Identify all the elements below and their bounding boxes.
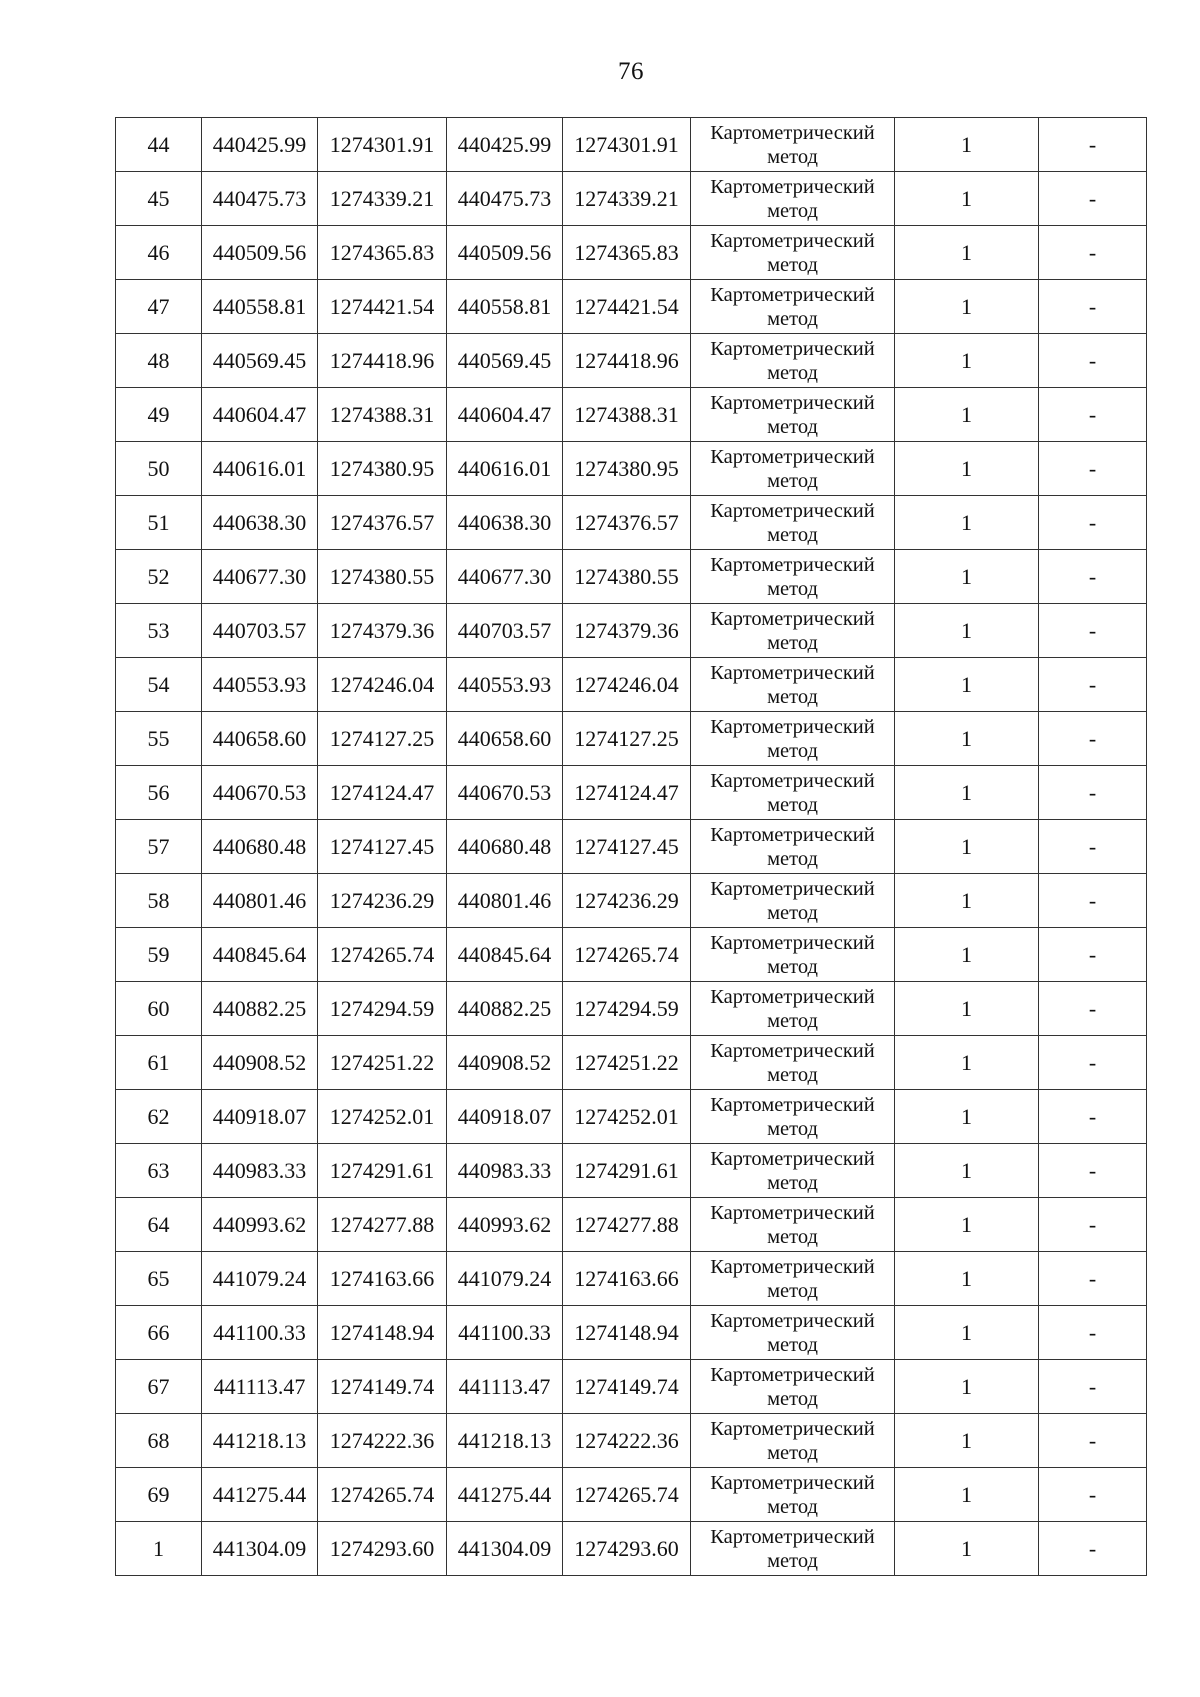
method-line-2: метод — [767, 847, 818, 870]
method-line-2: метод — [767, 685, 818, 708]
accuracy-cell: 1 — [895, 1522, 1039, 1576]
x-specified-cell: 440993.62 — [447, 1198, 563, 1252]
table-row — [116, 712, 1147, 766]
y-specified-cell: 1274252.01 — [563, 1090, 691, 1144]
accuracy-cell: 1 — [895, 1144, 1039, 1198]
accuracy-cell: 1 — [895, 1090, 1039, 1144]
point-number-cell: 52 — [116, 550, 202, 604]
y-specified-cell: 1274379.36 — [563, 604, 691, 658]
description-cell: - — [1039, 1144, 1147, 1198]
method-cell — [691, 604, 895, 658]
method-cell — [691, 874, 895, 928]
accuracy-cell: 1 — [895, 1306, 1039, 1360]
method-line-1: Картометрический — [710, 607, 875, 630]
accuracy-cell: 1 — [895, 1360, 1039, 1414]
y-specified-cell: 1274127.45 — [563, 820, 691, 874]
method-cell — [691, 712, 895, 766]
method-cell — [691, 766, 895, 820]
point-number-cell: 68 — [116, 1414, 202, 1468]
y-specified-cell: 1274418.96 — [563, 334, 691, 388]
table-row — [116, 442, 1147, 496]
y-specified-cell: 1274376.57 — [563, 496, 691, 550]
method-line-1: Картометрический — [710, 985, 875, 1008]
x-existing-cell: 440604.47 — [202, 388, 318, 442]
point-number-cell: 64 — [116, 1198, 202, 1252]
y-specified-cell: 1274236.29 — [563, 874, 691, 928]
method-cell — [691, 496, 895, 550]
x-existing-cell: 441304.09 — [202, 1522, 318, 1576]
method-cell — [691, 982, 895, 1036]
x-specified-cell: 440569.45 — [447, 334, 563, 388]
x-specified-cell: 441079.24 — [447, 1252, 563, 1306]
y-specified-cell: 1274291.61 — [563, 1144, 691, 1198]
method-cell — [691, 1468, 895, 1522]
method-line-1: Картометрический — [710, 121, 875, 144]
table-row — [116, 388, 1147, 442]
method-line-1: Картометрический — [710, 1255, 875, 1278]
y-existing-cell: 1274222.36 — [318, 1414, 447, 1468]
method-cell — [691, 1090, 895, 1144]
table-row — [116, 1144, 1147, 1198]
x-specified-cell: 440616.01 — [447, 442, 563, 496]
method-cell — [691, 1198, 895, 1252]
method-line-2: метод — [767, 955, 818, 978]
y-specified-cell: 1274365.83 — [563, 226, 691, 280]
method-line-2: метод — [767, 631, 818, 654]
accuracy-cell: 1 — [895, 658, 1039, 712]
table-row — [116, 172, 1147, 226]
y-specified-cell: 1274127.25 — [563, 712, 691, 766]
x-existing-cell: 440983.33 — [202, 1144, 318, 1198]
method-line-1: Картометрический — [710, 661, 875, 684]
accuracy-cell: 1 — [895, 496, 1039, 550]
method-line-1: Картометрический — [710, 1093, 875, 1116]
method-line-2: метод — [767, 1279, 818, 1302]
method-line-1: Картометрический — [710, 1471, 875, 1494]
point-number-cell: 62 — [116, 1090, 202, 1144]
y-specified-cell: 1274421.54 — [563, 280, 691, 334]
description-cell: - — [1039, 280, 1147, 334]
point-number-cell: 50 — [116, 442, 202, 496]
y-existing-cell: 1274293.60 — [318, 1522, 447, 1576]
y-existing-cell: 1274418.96 — [318, 334, 447, 388]
method-line-2: метод — [767, 199, 818, 222]
description-cell: - — [1039, 1414, 1147, 1468]
x-specified-cell: 440983.33 — [447, 1144, 563, 1198]
accuracy-cell: 1 — [895, 1036, 1039, 1090]
method-line-1: Картометрический — [710, 769, 875, 792]
y-specified-cell: 1274277.88 — [563, 1198, 691, 1252]
x-existing-cell: 440677.30 — [202, 550, 318, 604]
x-specified-cell: 440918.07 — [447, 1090, 563, 1144]
accuracy-cell: 1 — [895, 1252, 1039, 1306]
y-existing-cell: 1274301.91 — [318, 118, 447, 172]
x-existing-cell: 440882.25 — [202, 982, 318, 1036]
point-number-cell: 59 — [116, 928, 202, 982]
method-line-1: Картометрический — [710, 1525, 875, 1548]
x-existing-cell: 440638.30 — [202, 496, 318, 550]
y-existing-cell: 1274149.74 — [318, 1360, 447, 1414]
y-existing-cell: 1274379.36 — [318, 604, 447, 658]
x-specified-cell: 440845.64 — [447, 928, 563, 982]
x-specified-cell: 441100.33 — [447, 1306, 563, 1360]
description-cell: - — [1039, 1468, 1147, 1522]
description-cell: - — [1039, 1036, 1147, 1090]
description-cell: - — [1039, 172, 1147, 226]
x-specified-cell: 440670.53 — [447, 766, 563, 820]
method-cell — [691, 1414, 895, 1468]
accuracy-cell: 1 — [895, 118, 1039, 172]
point-number-cell: 61 — [116, 1036, 202, 1090]
point-number-cell: 66 — [116, 1306, 202, 1360]
description-cell: - — [1039, 496, 1147, 550]
x-specified-cell: 440425.99 — [447, 118, 563, 172]
x-existing-cell: 441218.13 — [202, 1414, 318, 1468]
x-specified-cell: 440475.73 — [447, 172, 563, 226]
accuracy-cell: 1 — [895, 982, 1039, 1036]
y-existing-cell: 1274127.25 — [318, 712, 447, 766]
x-existing-cell: 440845.64 — [202, 928, 318, 982]
point-number-cell: 65 — [116, 1252, 202, 1306]
accuracy-cell: 1 — [895, 1468, 1039, 1522]
method-line-2: метод — [767, 145, 818, 168]
point-number-cell: 63 — [116, 1144, 202, 1198]
y-existing-cell: 1274124.47 — [318, 766, 447, 820]
table-row — [116, 280, 1147, 334]
method-cell — [691, 118, 895, 172]
y-existing-cell: 1274163.66 — [318, 1252, 447, 1306]
y-existing-cell: 1274365.83 — [318, 226, 447, 280]
accuracy-cell: 1 — [895, 712, 1039, 766]
method-cell — [691, 550, 895, 604]
method-line-1: Картометрический — [710, 823, 875, 846]
x-existing-cell: 440558.81 — [202, 280, 318, 334]
x-specified-cell: 440638.30 — [447, 496, 563, 550]
method-cell — [691, 172, 895, 226]
y-specified-cell: 1274251.22 — [563, 1036, 691, 1090]
x-specified-cell: 440558.81 — [447, 280, 563, 334]
description-cell: - — [1039, 550, 1147, 604]
method-cell — [691, 1252, 895, 1306]
method-cell — [691, 1360, 895, 1414]
x-existing-cell: 441275.44 — [202, 1468, 318, 1522]
accuracy-cell: 1 — [895, 226, 1039, 280]
description-cell: - — [1039, 982, 1147, 1036]
point-number-cell: 58 — [116, 874, 202, 928]
method-line-2: метод — [767, 901, 818, 924]
table-row — [116, 982, 1147, 1036]
x-specified-cell: 441304.09 — [447, 1522, 563, 1576]
y-existing-cell: 1274246.04 — [318, 658, 447, 712]
method-line-2: метод — [767, 793, 818, 816]
x-existing-cell: 440569.45 — [202, 334, 318, 388]
page-number: 76 — [618, 58, 644, 85]
method-line-2: метод — [767, 1495, 818, 1518]
x-specified-cell: 440553.93 — [447, 658, 563, 712]
method-line-1: Картометрический — [710, 175, 875, 198]
description-cell: - — [1039, 874, 1147, 928]
method-line-1: Картометрический — [710, 1417, 875, 1440]
x-specified-cell: 440658.60 — [447, 712, 563, 766]
x-specified-cell: 440509.56 — [447, 226, 563, 280]
y-existing-cell: 1274277.88 — [318, 1198, 447, 1252]
method-cell — [691, 1306, 895, 1360]
x-existing-cell: 440553.93 — [202, 658, 318, 712]
table-row — [116, 1522, 1147, 1576]
y-existing-cell: 1274376.57 — [318, 496, 447, 550]
point-number-cell: 60 — [116, 982, 202, 1036]
y-specified-cell: 1274246.04 — [563, 658, 691, 712]
y-specified-cell: 1274301.91 — [563, 118, 691, 172]
y-specified-cell: 1274148.94 — [563, 1306, 691, 1360]
description-cell: - — [1039, 1198, 1147, 1252]
method-line-1: Картометрический — [710, 229, 875, 252]
x-existing-cell: 440670.53 — [202, 766, 318, 820]
x-specified-cell: 440703.57 — [447, 604, 563, 658]
method-line-2: метод — [767, 739, 818, 762]
y-existing-cell: 1274380.55 — [318, 550, 447, 604]
point-number-cell: 49 — [116, 388, 202, 442]
accuracy-cell: 1 — [895, 820, 1039, 874]
y-existing-cell: 1274339.21 — [318, 172, 447, 226]
method-cell — [691, 442, 895, 496]
point-number-cell: 67 — [116, 1360, 202, 1414]
description-cell: - — [1039, 1360, 1147, 1414]
point-number-cell: 53 — [116, 604, 202, 658]
point-number-cell: 48 — [116, 334, 202, 388]
table-row — [116, 820, 1147, 874]
method-line-2: метод — [767, 1171, 818, 1194]
method-line-2: метод — [767, 1333, 818, 1356]
x-specified-cell: 441275.44 — [447, 1468, 563, 1522]
x-specified-cell: 440677.30 — [447, 550, 563, 604]
x-existing-cell: 440680.48 — [202, 820, 318, 874]
x-specified-cell: 441113.47 — [447, 1360, 563, 1414]
y-specified-cell: 1274388.31 — [563, 388, 691, 442]
method-line-1: Картометрический — [710, 931, 875, 954]
y-specified-cell: 1274265.74 — [563, 1468, 691, 1522]
description-cell: - — [1039, 1522, 1147, 1576]
method-line-1: Картометрический — [710, 1363, 875, 1386]
table-row — [116, 334, 1147, 388]
method-line-2: метод — [767, 1549, 818, 1572]
table-row — [116, 1090, 1147, 1144]
y-existing-cell: 1274380.95 — [318, 442, 447, 496]
y-specified-cell: 1274265.74 — [563, 928, 691, 982]
method-line-1: Картометрический — [710, 877, 875, 900]
method-line-2: метод — [767, 415, 818, 438]
method-cell — [691, 658, 895, 712]
method-line-1: Картометрический — [710, 337, 875, 360]
method-cell — [691, 1144, 895, 1198]
table-row — [116, 658, 1147, 712]
table-row — [116, 118, 1147, 172]
method-cell — [691, 1036, 895, 1090]
method-line-2: метод — [767, 1063, 818, 1086]
table-row — [116, 226, 1147, 280]
y-existing-cell: 1274388.31 — [318, 388, 447, 442]
method-cell — [691, 226, 895, 280]
accuracy-cell: 1 — [895, 604, 1039, 658]
description-cell: - — [1039, 388, 1147, 442]
description-cell: - — [1039, 766, 1147, 820]
point-number-cell: 56 — [116, 766, 202, 820]
x-specified-cell: 440908.52 — [447, 1036, 563, 1090]
table-row — [116, 604, 1147, 658]
accuracy-cell: 1 — [895, 334, 1039, 388]
table-row — [116, 928, 1147, 982]
method-line-1: Картометрический — [710, 283, 875, 306]
x-specified-cell: 440882.25 — [447, 982, 563, 1036]
description-cell: - — [1039, 820, 1147, 874]
x-existing-cell: 440616.01 — [202, 442, 318, 496]
description-cell: - — [1039, 1252, 1147, 1306]
description-cell: - — [1039, 658, 1147, 712]
point-number-cell: 1 — [116, 1522, 202, 1576]
point-number-cell: 46 — [116, 226, 202, 280]
accuracy-cell: 1 — [895, 928, 1039, 982]
point-number-cell: 55 — [116, 712, 202, 766]
method-line-1: Картометрический — [710, 391, 875, 414]
accuracy-cell: 1 — [895, 874, 1039, 928]
method-line-1: Картометрический — [710, 1201, 875, 1224]
y-specified-cell: 1274149.74 — [563, 1360, 691, 1414]
method-line-1: Картометрический — [710, 1039, 875, 1062]
method-line-2: метод — [767, 253, 818, 276]
y-existing-cell: 1274421.54 — [318, 280, 447, 334]
method-line-1: Картометрический — [710, 553, 875, 576]
x-existing-cell: 440425.99 — [202, 118, 318, 172]
method-line-1: Картометрический — [710, 445, 875, 468]
method-line-1: Картометрический — [710, 715, 875, 738]
method-line-2: метод — [767, 307, 818, 330]
point-number-cell: 45 — [116, 172, 202, 226]
method-line-2: метод — [767, 1387, 818, 1410]
y-existing-cell: 1274148.94 — [318, 1306, 447, 1360]
description-cell: - — [1039, 334, 1147, 388]
description-cell: - — [1039, 712, 1147, 766]
method-line-2: метод — [767, 523, 818, 546]
x-specified-cell: 440604.47 — [447, 388, 563, 442]
description-cell: - — [1039, 1306, 1147, 1360]
point-number-cell: 54 — [116, 658, 202, 712]
y-existing-cell: 1274265.74 — [318, 928, 447, 982]
accuracy-cell: 1 — [895, 550, 1039, 604]
method-cell — [691, 388, 895, 442]
y-specified-cell: 1274380.95 — [563, 442, 691, 496]
y-existing-cell: 1274236.29 — [318, 874, 447, 928]
accuracy-cell: 1 — [895, 1198, 1039, 1252]
y-specified-cell: 1274339.21 — [563, 172, 691, 226]
table-row — [116, 874, 1147, 928]
x-specified-cell: 440680.48 — [447, 820, 563, 874]
x-existing-cell: 441079.24 — [202, 1252, 318, 1306]
x-existing-cell: 441113.47 — [202, 1360, 318, 1414]
method-line-2: метод — [767, 1441, 818, 1464]
table-row — [116, 550, 1147, 604]
y-existing-cell: 1274291.61 — [318, 1144, 447, 1198]
table-row — [116, 1252, 1147, 1306]
table-row — [116, 496, 1147, 550]
point-number-cell: 57 — [116, 820, 202, 874]
accuracy-cell: 1 — [895, 388, 1039, 442]
method-cell — [691, 1522, 895, 1576]
method-line-2: метод — [767, 1225, 818, 1248]
x-existing-cell: 440703.57 — [202, 604, 318, 658]
table-row — [116, 1198, 1147, 1252]
y-existing-cell: 1274265.74 — [318, 1468, 447, 1522]
y-specified-cell: 1274380.55 — [563, 550, 691, 604]
method-cell — [691, 280, 895, 334]
coordinates-table — [115, 117, 1147, 1576]
method-cell — [691, 334, 895, 388]
method-cell — [691, 820, 895, 874]
method-line-2: метод — [767, 1117, 818, 1140]
description-cell: - — [1039, 442, 1147, 496]
point-number-cell: 51 — [116, 496, 202, 550]
x-existing-cell: 440801.46 — [202, 874, 318, 928]
x-specified-cell: 440801.46 — [447, 874, 563, 928]
description-cell: - — [1039, 604, 1147, 658]
table-row — [116, 1036, 1147, 1090]
point-number-cell: 44 — [116, 118, 202, 172]
y-specified-cell: 1274222.36 — [563, 1414, 691, 1468]
table-row — [116, 1360, 1147, 1414]
method-line-1: Картометрический — [710, 1309, 875, 1332]
y-existing-cell: 1274251.22 — [318, 1036, 447, 1090]
x-existing-cell: 441100.33 — [202, 1306, 318, 1360]
y-specified-cell: 1274293.60 — [563, 1522, 691, 1576]
description-cell: - — [1039, 226, 1147, 280]
x-existing-cell: 440658.60 — [202, 712, 318, 766]
x-existing-cell: 440509.56 — [202, 226, 318, 280]
y-existing-cell: 1274127.45 — [318, 820, 447, 874]
method-line-2: метод — [767, 577, 818, 600]
accuracy-cell: 1 — [895, 280, 1039, 334]
method-line-1: Картометрический — [710, 1147, 875, 1170]
accuracy-cell: 1 — [895, 766, 1039, 820]
accuracy-cell: 1 — [895, 1414, 1039, 1468]
point-number-cell: 47 — [116, 280, 202, 334]
y-specified-cell: 1274294.59 — [563, 982, 691, 1036]
description-cell: - — [1039, 1090, 1147, 1144]
x-existing-cell: 440918.07 — [202, 1090, 318, 1144]
point-number-cell: 69 — [116, 1468, 202, 1522]
x-existing-cell: 440993.62 — [202, 1198, 318, 1252]
method-line-2: метод — [767, 361, 818, 384]
description-cell: - — [1039, 118, 1147, 172]
y-specified-cell: 1274163.66 — [563, 1252, 691, 1306]
table-row — [116, 1306, 1147, 1360]
y-specified-cell: 1274124.47 — [563, 766, 691, 820]
y-existing-cell: 1274294.59 — [318, 982, 447, 1036]
table-row — [116, 1414, 1147, 1468]
method-line-2: метод — [767, 1009, 818, 1032]
accuracy-cell: 1 — [895, 172, 1039, 226]
accuracy-cell: 1 — [895, 442, 1039, 496]
description-cell: - — [1039, 928, 1147, 982]
y-existing-cell: 1274252.01 — [318, 1090, 447, 1144]
x-existing-cell: 440908.52 — [202, 1036, 318, 1090]
method-line-1: Картометрический — [710, 499, 875, 522]
method-cell — [691, 928, 895, 982]
x-specified-cell: 441218.13 — [447, 1414, 563, 1468]
table-row — [116, 1468, 1147, 1522]
method-line-2: метод — [767, 469, 818, 492]
x-existing-cell: 440475.73 — [202, 172, 318, 226]
table-row — [116, 766, 1147, 820]
